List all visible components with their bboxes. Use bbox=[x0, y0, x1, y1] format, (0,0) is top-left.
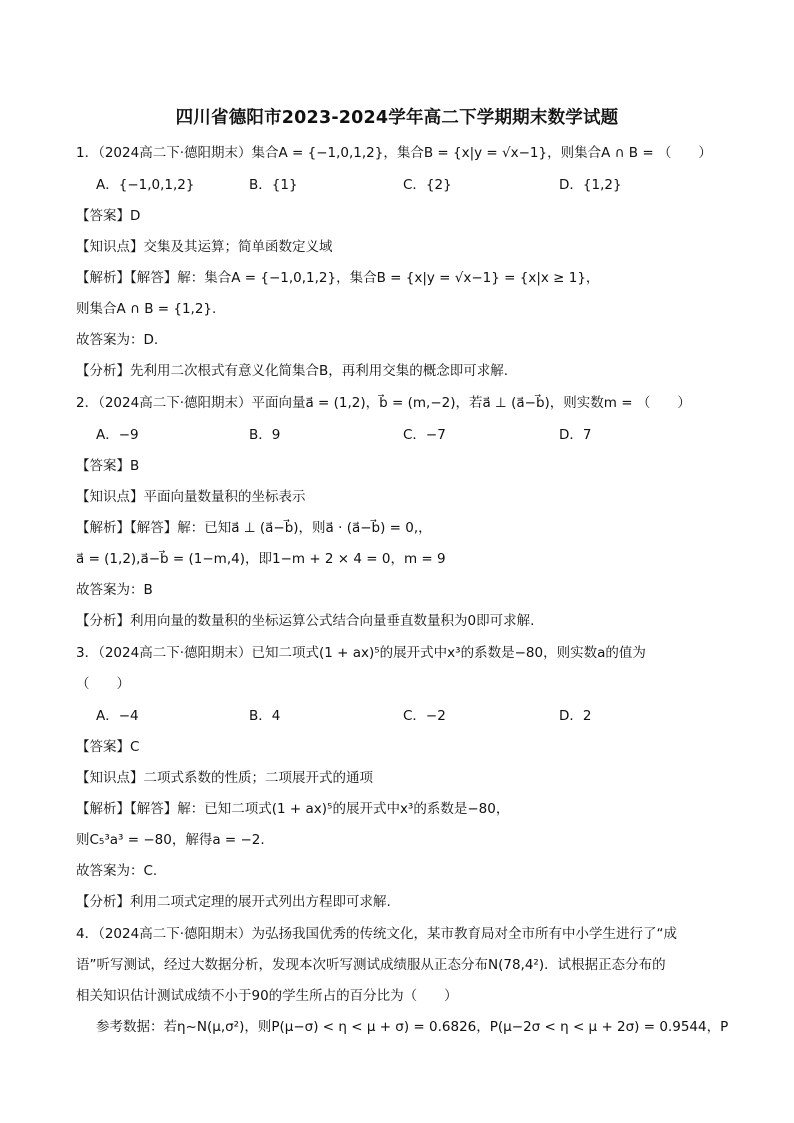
q2-result: 故答案为：B bbox=[76, 582, 153, 598]
q3-option-c: C．−2 bbox=[403, 708, 446, 724]
q2-option-d: D．7 bbox=[559, 427, 592, 443]
q4-stem-line1: 4．（2024高二下·德阳期末）为弘扬我国优秀的传统文化，某市教育局对全市所有中小学生进行了“成 bbox=[76, 926, 677, 942]
q3-option-a: A．−4 bbox=[96, 708, 139, 724]
q2-option-a: A．−9 bbox=[96, 427, 139, 443]
q2-option-b: B．9 bbox=[249, 427, 281, 443]
q1-analysis-line2: 则集合A ∩ B = {1,2}. bbox=[76, 301, 217, 317]
q2-method: 【分析】利用向量的数量积的坐标运算公式结合向量垂直数量积为0即可求解. bbox=[76, 613, 535, 629]
q3-stem: 3．（2024高二下·德阳期末）已知二项式(1 + ax)⁵的展开式中x³的系数是−80，则实数a的值为 bbox=[76, 645, 646, 661]
q3-method: 【分析】利用二项式定理的展开式列出方程即可求解. bbox=[76, 894, 391, 910]
q1-method: 【分析】先利用二次根式有意义化简集合B，再利用交集的概念即可求解. bbox=[76, 363, 509, 379]
q1-option-a: A．{−1,0,1,2} bbox=[96, 177, 195, 193]
q2-answer: 【答案】B bbox=[76, 458, 140, 474]
q3-option-b: B．4 bbox=[249, 708, 281, 724]
q3-knowledge: 【知识点】二项式系数的性质；二项展开式的通项 bbox=[76, 770, 373, 786]
q2-knowledge: 【知识点】平面向量数量积的坐标表示 bbox=[76, 489, 306, 505]
q4-reference-data: 参考数据：若η~N(μ,σ²)，则P(μ−σ) < η < μ + σ) = 0.6826，P(μ−2σ < η < μ + 2σ) = 0.9544，P bbox=[96, 1019, 729, 1035]
page-title: 四川省德阳市2023-2024学年高二下学期期末数学试题 bbox=[175, 108, 619, 128]
q1-option-c: C．{2} bbox=[403, 177, 452, 193]
q3-result: 故答案为：C. bbox=[76, 863, 158, 879]
q3-option-d: D．2 bbox=[559, 708, 592, 724]
q3-analysis-line1: 【解析】【解答】解：已知二项式(1 + ax)⁵的展开式中x³的系数是−80， bbox=[76, 801, 510, 817]
q1-knowledge: 【知识点】交集及其运算；简单函数定义域 bbox=[76, 239, 333, 255]
q2-option-c: C．−7 bbox=[403, 427, 446, 443]
q3-analysis-line2: 则C₅³a³ = −80，解得a = −2. bbox=[76, 832, 265, 848]
q1-option-d: D．{1,2} bbox=[559, 177, 622, 193]
q2-analysis-line1: 【解析】【解答】解：已知a⃗ ⊥ (a⃗−b⃗)，则a⃗ · (a⃗−b⃗) = 0,， bbox=[76, 520, 432, 536]
q1-option-b: B．{1} bbox=[249, 177, 298, 193]
q1-stem: 1．（2024高二下·德阳期末）集合A = {−1,0,1,2}，集合B = {x|y = √x−1}，则集合A ∩ B = （ ） bbox=[76, 145, 712, 161]
q3-stem-line2: （ ） bbox=[76, 676, 130, 692]
q1-answer: 【答案】D bbox=[76, 208, 141, 224]
q4-stem-line2: 语”听写测试，经过大数据分析，发现本次听写测试成绩服从正态分布N(78,4²)．试根据正态分布的 bbox=[76, 957, 666, 973]
q2-analysis-line2: a⃗ = (1,2),a⃗−b⃗ = (1−m,4)，即1−m + 2 × 4 = 0，m = 9 bbox=[76, 551, 446, 567]
q2-stem: 2．（2024高二下·德阳期末）平面向量a⃗ = (1,2)，b⃗ = (m,−2)，若a⃗ ⊥ (a⃗−b⃗)，则实数m = （ ） bbox=[76, 395, 691, 411]
q1-result: 故答案为：D. bbox=[76, 332, 159, 348]
q1-analysis-line1: 【解析】【解答】解：集合A = {−1,0,1,2}，集合B = {x|y = √x−1} = {x|x ≥ 1}， bbox=[76, 270, 600, 286]
q4-stem-line3: 相关知识估计测试成绩不小于90的学生所占的百分比为（ ） bbox=[76, 988, 458, 1004]
q3-answer: 【答案】C bbox=[76, 739, 140, 755]
